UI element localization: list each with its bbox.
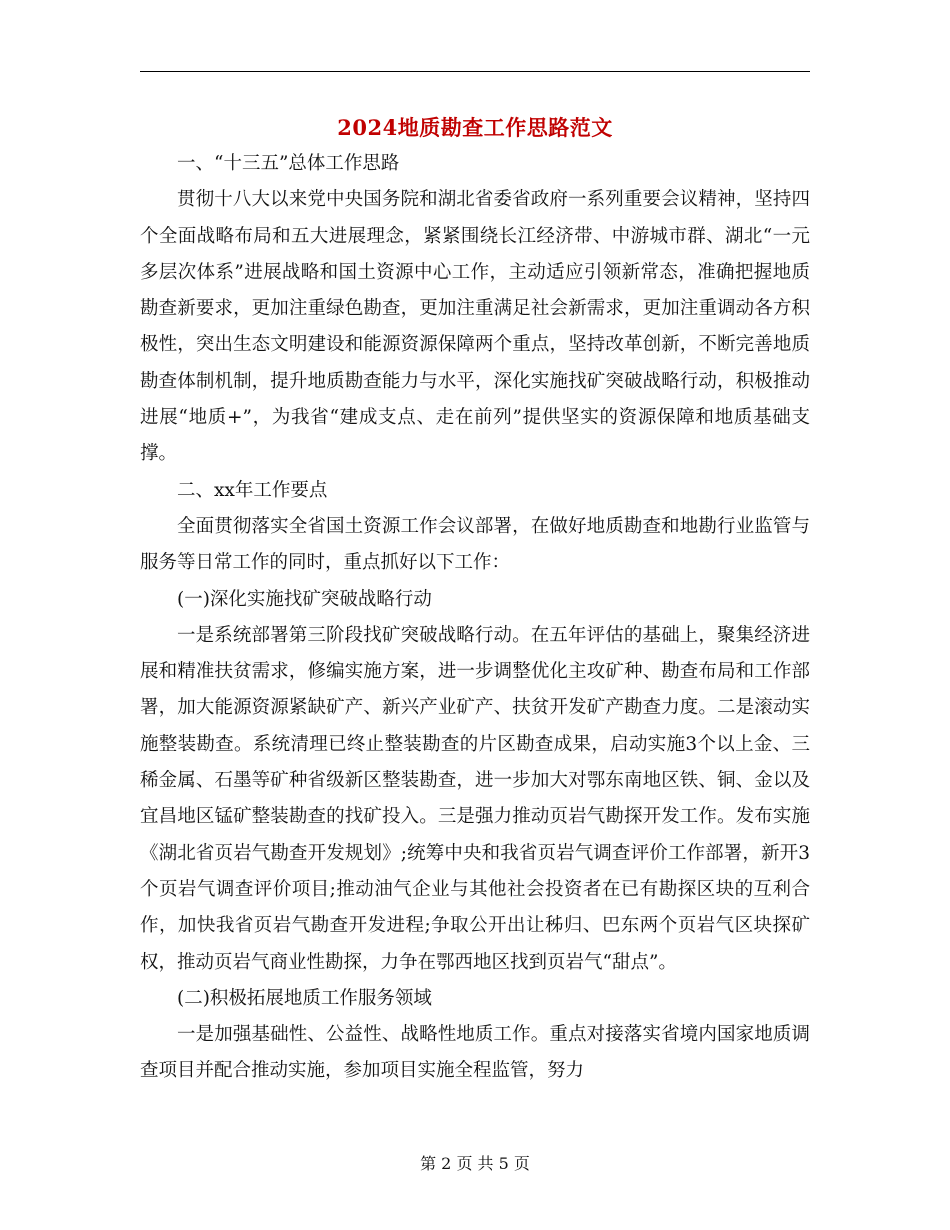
body-paragraph: 全面贯彻落实全省国土资源工作会议部署，在做好地质勘查和地勘行业监管与服务等日常工作的同时，重点抓好以下工作： bbox=[140, 515, 810, 574]
body-paragraph: 一是系统部署第三阶段找矿突破战略行动。在五年评估的基础上，聚集经济进展和精准扶贫需求，修编实施方案，进一步调整优化主攻矿种、勘查布局和工作部署，加大能源资源紧缺矿产、新兴产业矿产、扶贫开发矿产勘查力度。二是滚动实施整装勘查。系统清理已终止整装勘查的片区勘查成果，启动实施3个以上金、三稀金属、石墨等矿种省级新区整装勘查，进一步加大对鄂东南地区铁、铜、金以及宜昌地区锰矿整装勘查的找矿投入。三是强力推动页岩气勘探开发工作。发布实施《湖北省页岩气勘查开发规划》;统筹中央和我省页岩气调查评价工作部署，新开3个页岩气调查评价项目;推动油气企业与其他社会投资者在已有勘探区块的互利合作，加快我省页岩气勘查开发进程;争取公开出让秭归、巴东两个页岩气区块探矿权，推动页岩气商业性勘探，力争在鄂西地区找到页岩气“甜点”。 bbox=[140, 624, 810, 973]
header-rule bbox=[140, 71, 810, 72]
document-title: 2024地质勘查工作思路范文 bbox=[337, 115, 613, 140]
subsection-heading-2: (二)积极拓展地质工作服务领域 bbox=[177, 987, 432, 1009]
document-body bbox=[140, 146, 810, 1090]
subsection-heading-1: (一)深化实施找矿突破战略行动 bbox=[177, 588, 432, 610]
body-paragraph: 贯彻十八大以来党中央国务院和湖北省委省政府一系列重要会议精神，坚持四个全面战略布局和五大进展理念，紧紧围绕长江经济带、中游城市群、湖北“一元多层次体系”进展战略和国土资源中心工作，主动适应引领新常态，准确把握地质勘查新要求，更加注重绿色勘查，更加注重满足社会新需求，更加注重调动各方积极性，突出生态文明建设和能源资源保障两个重点，坚持改革创新，不断完善地质勘查体制机制，提升地质勘查能力与水平，深化实施找矿突破战略行动，积极推动进展“地质+”，为我省“建成支点、走在前列”提供坚实的资源保障和地质基础支撑。 bbox=[140, 189, 810, 465]
section-heading-1: 一、“十三五”总体工作思路 bbox=[177, 153, 400, 174]
body-paragraph: 一是加强基础性、公益性、战略性地质工作。重点对接落实省境内国家地质调查项目并配合推动实施，参加项目实施全程监管，努力 bbox=[140, 1024, 810, 1082]
page-number: 第 2 页 共 5 页 bbox=[420, 1154, 530, 1173]
section-heading-2: 二、xx年工作要点 bbox=[177, 479, 328, 501]
